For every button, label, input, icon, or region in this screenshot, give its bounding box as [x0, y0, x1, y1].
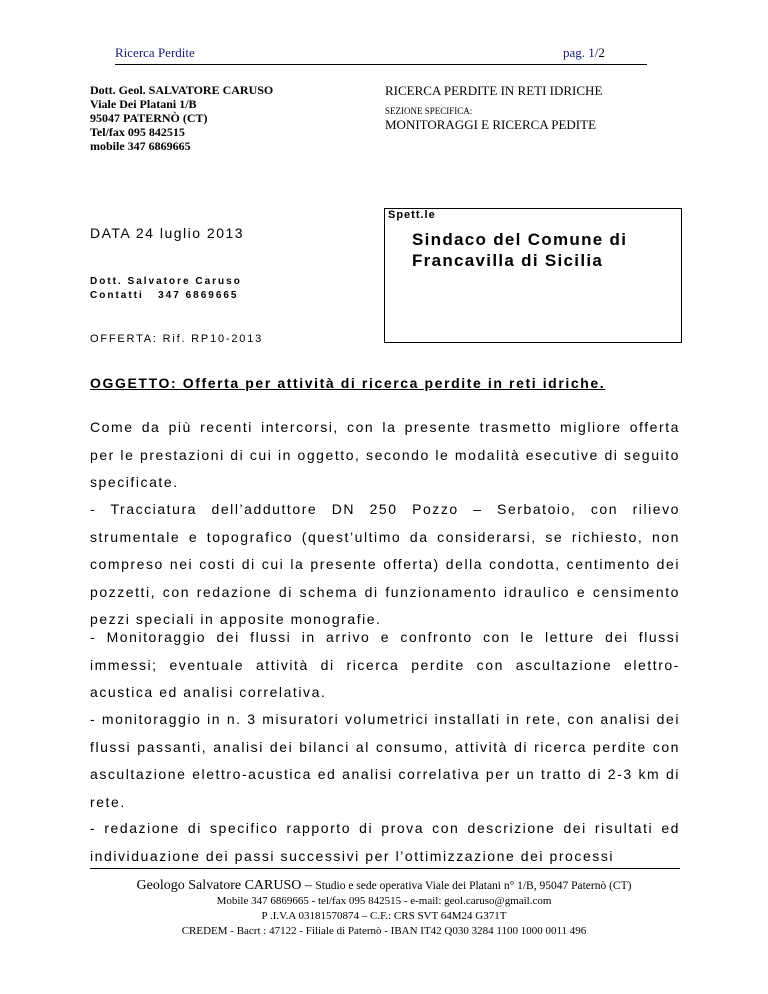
footer-studio: Studio e sede operativa Viale dei Platani n° 1/B, 95047 Paternò (CT) — [315, 880, 632, 892]
sender-city: 95047 PATERNÒ (CT) — [90, 111, 208, 125]
sender-name: Dott. Geol. SALVATORE CARUSO — [90, 83, 274, 97]
recipient-line-2: Francavilla di Sicilia — [412, 251, 604, 270]
header-divider — [115, 64, 647, 65]
body-paragraph-2: - Tracciatura dell’adduttore DN 250 Pozzo – Serbatoio, con rilievo strumentale e topografico (quest’ultimo da considerarsi, se richiesto, non compreso nei costi di cui la presente offerta) della condotta, centimento dei pozzetti, con redazione di schema di funzionamento idraulico e censimento pezzi speciali in apposite monografie. — [90, 501, 680, 627]
contact-name: Dott. Salvatore Caruso — [90, 276, 242, 287]
sender-mobile: mobile 347 6869665 — [90, 139, 191, 153]
page-number-prefix: pag. 1/ — [563, 45, 599, 60]
header-title: Ricerca Perdite — [115, 45, 195, 60]
footer-line-4: CREDEM - Bacrt : 47122 - Filiale di Paternò - IBAN IT42 Q030 3284 1100 1000 0011 496 — [181, 925, 587, 937]
body-paragraph-3: - Monitoraggio dei flussi in arrivo e confronto con le letture dei flussi immessi; eventuale attività di ricerca perdite con ascultazione elettro-acustica ed analisi correlativa. — [90, 629, 680, 700]
sender-telfax: Tel/fax 095 842515 — [90, 125, 185, 139]
contact-block — [90, 275, 242, 303]
subject-line: OGGETTO: Offerta per attività di ricerca perdite in reti idriche. — [90, 375, 606, 391]
body-paragraph-1: Come da più recenti intercorsi, con la presente trasmetto migliore offerta per le prestazioni di cui in oggetto, secondo le modalità esecutive di seguito specificate. — [90, 419, 680, 490]
sender-block — [90, 83, 273, 153]
page-number — [563, 45, 605, 61]
document-date: DATA 24 luglio 2013 — [90, 225, 245, 241]
footer-line-1 — [0, 878, 768, 894]
sender-street: Viale Dei Platani 1/B — [90, 97, 197, 111]
footer-divider — [90, 868, 680, 869]
topic-section-label: SEZIONE SPECIFICA: — [385, 106, 473, 116]
recipient-salutation: Spett.le — [388, 209, 436, 221]
offer-reference: OFFERTA: Rif. RP10-2013 — [90, 333, 264, 345]
footer-line-3: P .I.V.A 03181570874 – C.F.: CRS SVT 64M24 G371T — [261, 910, 507, 922]
contact-phone: Contatti 347 6869665 — [90, 290, 239, 301]
footer-name: Geologo Salvatore CARUSO – — [136, 878, 316, 893]
topic-main: RICERCA PERDITE IN RETI IDRICHE — [385, 83, 603, 98]
body-paragraph-4: - monitoraggio in n. 3 misuratori volumetrici installati in rete, con analisi dei flussi passanti, analisi dei bilanci al consumo, attività di ricerca perdite con ascultazione elettro-acustica ed analisi correlativa per un tratto di 2-3 km di rete. — [90, 711, 680, 810]
recipient-name — [412, 229, 627, 271]
page-number-total: 2 — [598, 45, 605, 60]
footer-line-2: Mobile 347 6869665 - tel/fax 095 842515 - e-mail: geol.caruso@gmail.com — [216, 895, 552, 907]
recipient-line-1: Sindaco del Comune di — [412, 230, 628, 249]
body-paragraph-5: - redazione di specifico rapporto di prova con descrizione dei risultati ed individuazione dei passi successivi per l’ottimizzazione dei processi — [90, 820, 680, 864]
topic-section-value: MONITORAGGI E RICERCA PEDITE — [385, 117, 597, 132]
